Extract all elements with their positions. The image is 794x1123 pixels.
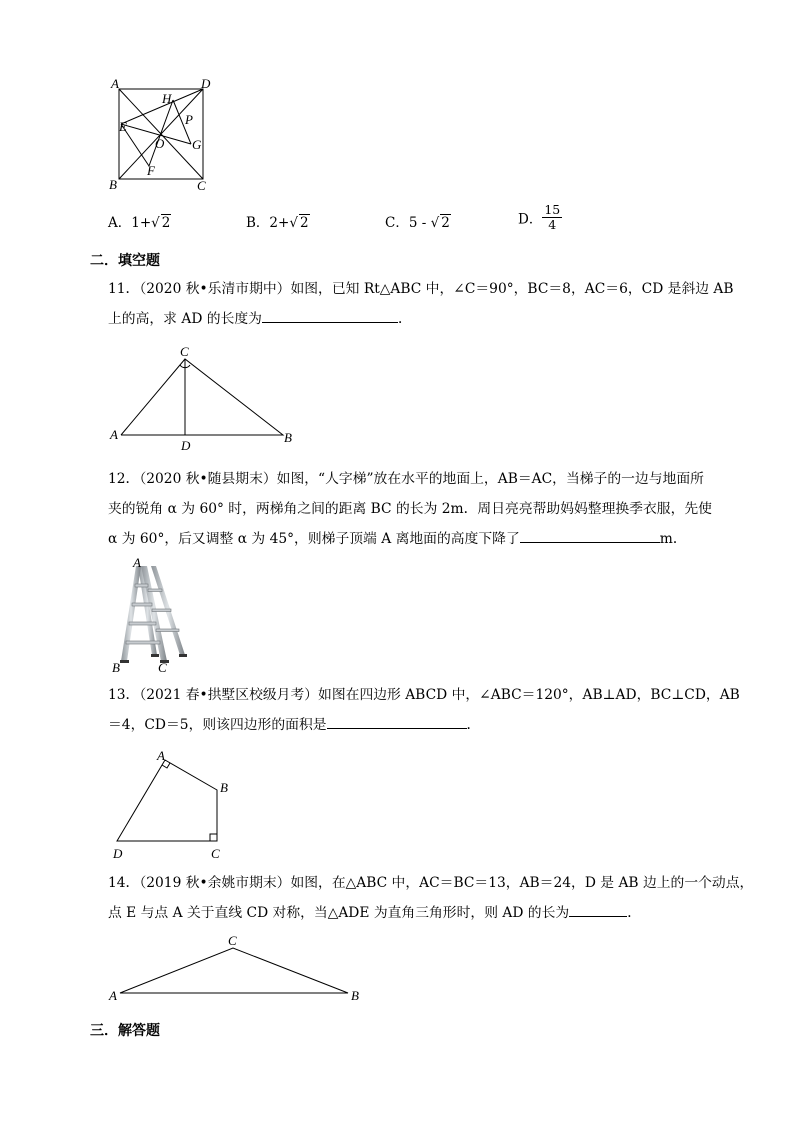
label-a: A (110, 427, 118, 442)
label-g: G (192, 137, 202, 152)
label-b: B (112, 660, 120, 675)
label-c: C (211, 846, 220, 861)
choice-c[interactable]: C．5 - √ 2 (385, 215, 450, 231)
label-e: E (119, 119, 127, 134)
question-13-line-2: ＝4，CD＝5，则该四边形的面积是 ． (108, 710, 708, 740)
choice-d[interactable]: D． $\frac{15}{4}$ (518, 202, 561, 232)
question-14 (108, 868, 754, 928)
label-p: P (185, 112, 193, 127)
question-14-line-2: 点 E 与点 A 关于直线 CD 对称，当△ADE 为直角三角形时，则 AD 的长为 ． (108, 898, 708, 928)
figure-square-abcd (105, 76, 220, 196)
label-f: F (147, 163, 155, 178)
question-11-line-1: 11．（2020 秋•乐清市期中）如图，已知 Rt△ABC 中，∠C＝90°，BC＝8，AC＝6，CD 是斜边 AB (108, 281, 734, 297)
figure-right-triangle (108, 342, 298, 454)
label-b: B (351, 988, 359, 1003)
quadrilateral-abcd (117, 760, 217, 841)
label-h: H (162, 91, 172, 106)
ladder-image (120, 566, 187, 663)
label-a: A (157, 748, 165, 763)
label-d: D (113, 846, 123, 861)
right-angle-c (210, 834, 217, 841)
section-answer-heading: 三．解答题 (90, 1023, 160, 1039)
section-fill-in-heading: 二．填空题 (90, 253, 160, 269)
label-a: A (109, 988, 117, 1003)
choice-a[interactable]: A．1+√ 2 (108, 215, 171, 231)
triangle-abc (121, 359, 283, 435)
label-d: D (181, 438, 191, 453)
label-a: A (133, 557, 141, 570)
answer-blank-12[interactable] (520, 528, 660, 543)
answer-blank-11[interactable] (262, 308, 398, 323)
question-13 (108, 680, 740, 740)
question-11 (108, 274, 734, 334)
figure-isosceles-triangle (105, 930, 370, 1005)
answer-blank-14[interactable] (569, 902, 627, 917)
label-c: C (197, 178, 206, 193)
question-11-line-2: 上的高，求 AD 的长度为 ． (108, 304, 708, 334)
question-13-line-1: 13．（2021 春•拱墅区校级月考）如图在四边形 ABCD 中，∠ABC＝120°，AB⊥AD，BC⊥CD，AB (108, 687, 740, 703)
question-12-line-3: α 为 60°，后又调整 α 为 45°，则梯子顶端 A 离地面的高度下降了 m． (108, 524, 708, 554)
label-b: B (220, 780, 228, 795)
fraction: $\frac{15}{4}$ (544, 202, 561, 232)
label-b: B (284, 430, 292, 445)
question-14-line-1: 14．（2019 秋•余姚市期末）如图，在△ABC 中，AC＝BC＝13，AB＝24，D 是 AB 边上的一个动点， (108, 875, 754, 891)
figure-step-ladder (105, 557, 195, 675)
label-d: D (201, 76, 211, 91)
question-12 (108, 464, 712, 554)
answer-choices (108, 202, 728, 241)
label-a: A (111, 76, 119, 91)
label-c: C (158, 660, 167, 675)
triangle-abc (120, 948, 348, 993)
question-12-line-2: 夹的锐角 α 为 60° 时，两梯角之间的距离 BC 的长为 2m．周日亮亮帮助妈妈整理换季衣服，先使 (108, 501, 712, 517)
label-b: B (109, 177, 117, 192)
figure-quadrilateral (105, 746, 240, 864)
answer-blank-13[interactable] (327, 714, 467, 729)
label-c: C (228, 933, 237, 948)
question-12-line-1: 12．（2020 秋•随县期末）如图，“人字梯”放在水平的地面上，AB＝AC，当梯子的一边与地面所 (108, 471, 704, 487)
label-c: C (180, 344, 189, 359)
label-o: O (155, 136, 165, 151)
choice-b[interactable]: B．2+√ 2 (246, 215, 309, 231)
